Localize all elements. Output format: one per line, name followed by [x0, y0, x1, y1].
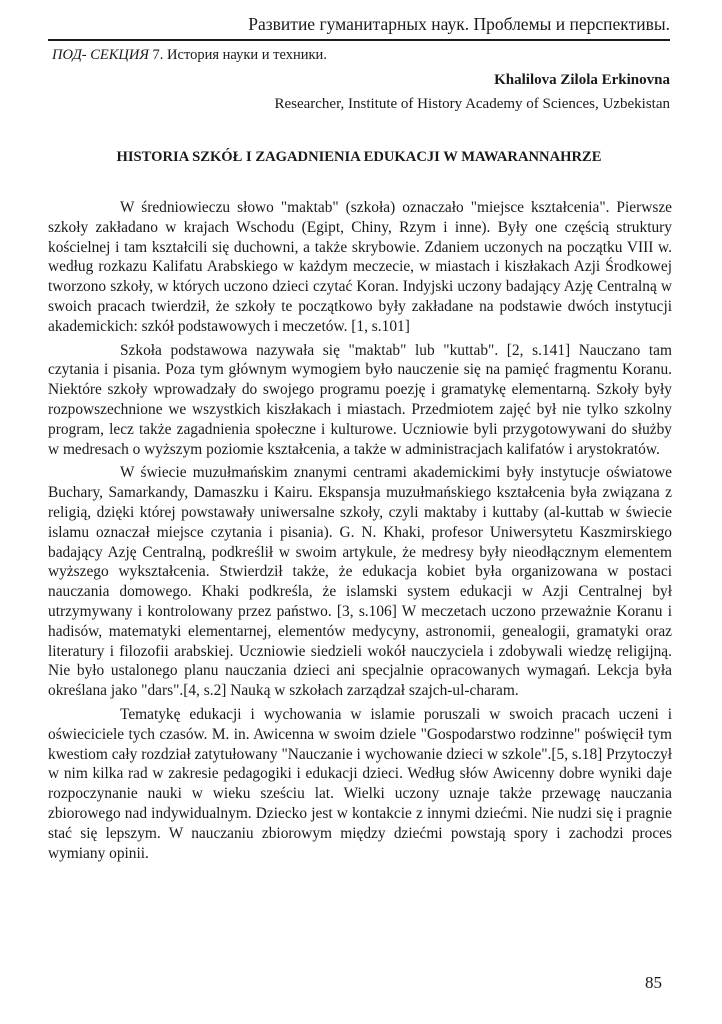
section-title: 7. История науки и техники.: [148, 47, 327, 63]
article-body: [48, 198, 672, 867]
page-number: 85: [645, 973, 662, 992]
paragraph-3: W świecie muzułmańskim znanymi centrami akademickimi były instytucje oświatowe Buchary, Samarkandy, Damaszku i Kairu. Ekspansja muzułmańskiego kształcenia była związana z religią, dzięki której powstawały uniwersalne szkoły, czyli maktaby i kuttaby (al-kuttab w świecie islamu oznaczał miejsce czytania i pisania). G. N. Khaki, profesor Uniwersytetu Kaszmirskiego badający Azję Centralną, podkreślił w swoim artykule, że medresy były nieodłącznym elementem wyższego wykształcenia. Stwierdził także, że edukacja kobiet była organizowana w postaci nauczania domowego. Khaki podkreśla, że islamski system edukacji w Azji Centralnej był utrzymywany i kontrolowany przez państwo. [3, s.106] W meczetach uczono przeważnie Koranu i hadisów, matematyki elementarnej, elementów medycyny, astronomii, genealogii, gramatyki oraz literatury i filozofii arabskiej. Uczniowie siedzieli wokół nauczyciela i zdobywali wiedzę religijną. Nie było ustalonego planu nauczania dzieci ani specjalnie opracowanych wymagań. Lekcja była określana jako "dars".[4, s.2] Nauką w szkołach zarządzał szajch-ul-charam.: [48, 464, 672, 700]
author-affiliation: Researcher, Institute of History Academy of Sciences, Uzbekistan: [274, 96, 670, 112]
paragraph-2: Szkoła podstawowa nazywała się "maktab" lub "kuttab". [2, s.141] Nauczano tam czytania i pisania. Poza tym głównym wymogiem było nauczenie się na pamięć fragmentu Koranu. Niektóre szkoły wprowadzały do swojego programu poezję i gramatykę elementarną. Szkoły były rozpowszechnione we wszystkich kiszłakach i miastach. Przedmiotem zajęć był nie tylko szkolny program, lecz także zagadnienia społeczne i kulturowe. Uczniowie byli przygotowywani do służby w medresach o wyższym poziomie kształcenia, a także w administracjach kalifatów i arystokratów.: [48, 341, 672, 458]
section-line: [52, 46, 327, 64]
article-title: HISTORIA SZKÓŁ I ZAGADNIENIA EDUKACJI W MAWARANNAHRZE: [116, 149, 602, 165]
paragraph-1: W średniowieczu słowo "maktab" (szkoła) oznaczało "miejsce kształcenia". Pierwsze szkoły zakładano w krajach Wschodu (Egipt, Chiny, Rzym i inne). Były one częścią struktury kościelnej i tam kształcili się duchowni, a także skrybowie. Zdaniem uczonych na początku VIII w. według rozkazu Kalifatu Arabskiego w każdym meczecie, w miastach i kiszłakach Azji Środkowej tworzono szkoły, w których uczono dzieci czytać Koran. Indyjski uczony badający Azję Centralną w swoich pracach twierdził, że szkoły te początkowo były zakładane na podstawie dwóch instytucji akademickich: szkół podstawowych i meczetów. [1, s.101]: [48, 199, 672, 335]
paragraph-4: Tematykę edukacji i wychowania w islamie poruszali w swoich pracach uczeni i oświeciciele tych czasów. M. in. Awicenna w swoim dziele "Gospodarstwo rodzinne" poświęcił tym kwestiom cały rozdział zatytułowany "Nauczanie i wychowanie dzieci w szkole".[5, s.18] Przytoczył w nim kilka rad w zakresie pedagogiki i edukacji dzieci. Według słów Awicenny dobre wyniki daje rozpoczynanie nauki w wieku sześciu lat. Wielki uczony uznaje także przewagę nauczania zbiorowego nad indywidualnym. Dziecko jest w kontakcie z innymi dziećmi. Nie nudzi się i pragnie stać się lepszym. W nauczaniu zbiorowym między dziećmi powstają spory i zachodzi proces wymiany opinii.: [48, 705, 672, 862]
section-prefix: ПОД- СЕКЦИЯ: [52, 47, 149, 63]
author-name: Khalilova Zilola Erkinovna: [494, 72, 670, 88]
journal-header: Развитие гуманитарных наук. Проблемы и перспективы.: [48, 12, 670, 41]
